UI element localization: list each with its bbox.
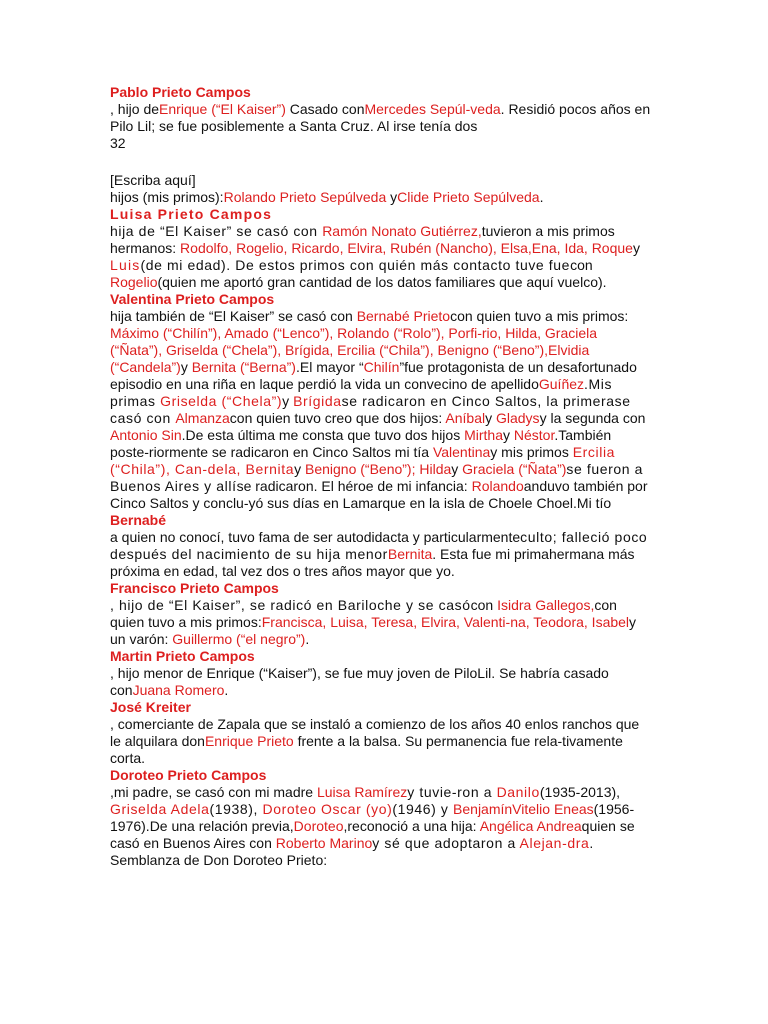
name-highlight: Enrique (“El Kaiser”) xyxy=(159,101,286,117)
blank-line xyxy=(110,152,652,172)
section-heading: Doroteo Prieto Campos xyxy=(110,767,267,783)
name-highlight: Angélica Andrea xyxy=(479,818,582,834)
text-run: se radicaron. El héroe de mi infancia: xyxy=(236,478,472,494)
text-run: y xyxy=(282,393,294,409)
text-run: tuvieron a mis primos hermanos: xyxy=(110,223,615,256)
text-run: con xyxy=(570,257,593,273)
text-run: con quien tuvo creo que dos hijos: xyxy=(229,410,446,426)
name-highlight: Enrique Prieto xyxy=(204,733,294,749)
name-highlight: Ramón Nonato Gutiérrez, xyxy=(322,223,482,239)
paragraph xyxy=(110,529,652,580)
text-run: y xyxy=(386,189,398,205)
text-run: y mis primos xyxy=(490,444,573,460)
text-run: hija de “El Kaiser” se casó con xyxy=(110,223,323,239)
paragraph xyxy=(110,172,652,189)
text-run: . xyxy=(539,189,544,205)
name-highlight: Ercilia (“Chila”), Can-dela, Bernita xyxy=(110,444,616,477)
text-run: .Mis primas xyxy=(110,376,613,409)
name-highlight: Rogelio xyxy=(110,274,158,290)
text-run: (quien me aportó gran cantidad de los datos familiares que aquí vuelco). xyxy=(157,274,607,290)
text-run: . xyxy=(589,835,594,851)
paragraph xyxy=(110,223,652,291)
text-run: Semblanza de Don Doroteo Prieto: xyxy=(110,852,328,868)
section-heading: Luisa Prieto Campos xyxy=(110,206,273,222)
text-run: con quien tuvo a mis primos: xyxy=(450,308,629,324)
paragraph xyxy=(110,716,652,767)
text-run: . Esta fue mi primahermana más próxima en edad, tal vez dos o tres años mayor que yo. xyxy=(110,546,635,579)
section-heading: Martin Prieto Campos xyxy=(110,648,255,664)
text-run: con xyxy=(470,597,498,613)
text-run: y tuvie-ron a xyxy=(407,784,497,800)
name-highlight: Bernita (“Berna”) xyxy=(191,359,296,375)
text-run: 32 xyxy=(110,135,126,151)
text-run: y xyxy=(485,410,496,426)
text-run: y xyxy=(294,461,305,477)
paragraph xyxy=(110,665,652,699)
name-highlight: Antonio Sin xyxy=(110,427,182,443)
name-highlight: Almanza xyxy=(175,410,230,426)
name-highlight: Néstor xyxy=(513,427,555,443)
text-run: y xyxy=(503,427,514,443)
name-highlight: Máximo (“Chilín”), Amado (“Lenco”), Rolando (“Rolo”), Porfi-rio, Hilda, Graciela (“Ñata”), Griselda (“Chela”), Brígida, Ercilia (“Chila”), Benigno (“Beno”),Elvidia (“Candela”) xyxy=(110,325,598,375)
paragraph xyxy=(110,597,652,648)
section-heading: Pablo Prieto Campos xyxy=(110,84,251,100)
text-run: y sé que adoptaron a xyxy=(372,835,520,851)
text-run: hija también de “El Kaiser” se casó con xyxy=(110,308,357,324)
document-section xyxy=(110,152,652,206)
text-run: (1938), xyxy=(209,801,263,817)
text-run: anduvo también por Cinco Saltos y conclu-yó sus días en Lamarque en la isla de Choele Choel.Mi tío xyxy=(110,478,648,511)
section-heading: Bernabé xyxy=(110,512,167,528)
name-highlight: Griselda (“Chela”) xyxy=(160,393,283,409)
name-highlight: Graciela (“Ñata”) xyxy=(462,461,567,477)
name-highlight: Rolando xyxy=(471,478,524,494)
text-run: . Residió pocos años en Pilo Lil; se fue posiblemente a Santa Cruz. Al irse tenía dos xyxy=(110,101,651,134)
document-page xyxy=(110,84,652,869)
text-run: culto; falleció poco después del nacimiento de su hija menor xyxy=(110,529,648,562)
name-highlight: Francisca, Luisa, Teresa, Elvira, Valenti-na, Teodora, Isabel xyxy=(261,614,630,630)
name-highlight: Gladys xyxy=(495,410,540,426)
name-highlight: Benigno (“Beno”); Hilda xyxy=(304,461,452,477)
name-highlight: Rolando Prieto Sepúlveda xyxy=(223,189,387,205)
paragraph xyxy=(110,784,652,852)
text-run: (de mi edad). De estos primos con quién más contacto tuve fue xyxy=(140,257,571,273)
document-section xyxy=(110,580,652,648)
name-highlight: Chilín xyxy=(363,359,400,375)
text-run: , hijo menor de Enrique (“Kaiser”), se fue muy joven de PiloLil. Se habría casado con xyxy=(110,665,609,698)
text-run: Casado con xyxy=(285,101,365,117)
name-highlight: Doroteo xyxy=(293,818,344,834)
document-section xyxy=(110,699,652,767)
text-run: .También poste-riormente se radicaron en Cinco Saltos mi tía xyxy=(110,427,612,460)
text-run: y xyxy=(180,359,192,375)
name-highlight: Griselda Adela xyxy=(110,801,210,817)
text-run: ,mi padre, se casó con mi madre xyxy=(110,784,317,800)
document-section xyxy=(110,291,652,512)
name-highlight: Valentina xyxy=(432,444,491,460)
name-highlight: Alejan-dra xyxy=(519,835,590,851)
section-heading: Valentina Prieto Campos xyxy=(110,291,275,307)
paragraph xyxy=(110,101,652,135)
paragraph xyxy=(110,135,652,152)
text-run: y un varón: xyxy=(110,614,637,647)
text-run: . xyxy=(305,631,310,647)
text-run: [Escriba aquí] xyxy=(110,172,196,188)
name-highlight: BenjamínVitelio Eneas xyxy=(453,801,594,817)
text-run: (1946) y xyxy=(392,801,454,817)
document-section xyxy=(110,512,652,580)
name-highlight: Guillermo (“el negro”) xyxy=(172,631,306,647)
text-run: se radicaron en Cinco Saltos, la primerase casó con xyxy=(110,393,631,426)
text-run: y xyxy=(632,240,640,256)
text-run: ”fue protagonista de un desafortunado episodio en una riña en laque perdió la vida un convecino de apellido xyxy=(110,359,637,392)
name-highlight: Bernabé Prieto xyxy=(356,308,451,324)
name-highlight: Doroteo Oscar (yo) xyxy=(262,801,393,817)
text-run: quien se casó en Buenos Aires con xyxy=(110,818,635,851)
text-run: ,reconoció a una hija: xyxy=(343,818,480,834)
paragraph xyxy=(110,308,652,512)
section-heading: Francisco Prieto Campos xyxy=(110,580,279,596)
paragraph xyxy=(110,852,652,869)
text-run: y la segunda con xyxy=(539,410,646,426)
document-section xyxy=(110,648,652,699)
name-highlight: Juana Romero xyxy=(132,682,225,698)
text-run: a quien no conocí, tuvo fama de ser autodidacta y particularmente xyxy=(110,529,521,545)
name-highlight: Aníbal xyxy=(445,410,486,426)
document-section xyxy=(110,767,652,869)
text-run: frente a la balsa. Su permanencia fue rela-tivamente corta. xyxy=(110,733,623,766)
name-highlight: Isidra Gallegos, xyxy=(497,597,595,613)
text-run: hijos (mis primos): xyxy=(110,189,224,205)
name-highlight: Luis xyxy=(110,257,141,273)
text-run: , comerciante de Zapala que se instaló a comienzo de los años 40 enlos ranchos que le alquilara don xyxy=(110,716,640,749)
name-highlight: Brígida xyxy=(293,393,342,409)
name-highlight: Guíñez xyxy=(538,376,585,392)
paragraph xyxy=(110,189,652,206)
text-run: (1956-1976).De una relación previa, xyxy=(110,801,635,834)
name-highlight: Roberto Marino xyxy=(275,835,373,851)
text-run: y xyxy=(451,461,463,477)
text-run: .De esta última me consta que tuvo dos hijos xyxy=(181,427,465,443)
name-highlight: Luisa Ramírez xyxy=(316,784,408,800)
name-highlight: Danilo xyxy=(496,784,540,800)
name-highlight: Mercedes Sepúl-veda xyxy=(364,101,501,117)
text-run: se fueron a Buenos Aires y allí xyxy=(110,461,644,494)
text-run: , hijo de “El Kaiser”, se radicó en Bariloche y se casó xyxy=(110,597,471,613)
name-highlight: Bernita xyxy=(387,546,433,562)
document-section xyxy=(110,84,652,152)
text-run: con quien tuvo a mis primos: xyxy=(110,597,617,630)
name-highlight: Clide Prieto Sepúlveda xyxy=(397,189,540,205)
text-run: . xyxy=(224,682,229,698)
document-section xyxy=(110,206,652,291)
name-highlight: Mirtha xyxy=(464,427,503,443)
text-run: (1935-2013), xyxy=(539,784,621,800)
name-highlight: Rodolfo, Rogelio, Ricardo, Elvira, Rubén (Nancho), Elsa,Ena, Ida, Roque xyxy=(180,240,633,256)
text-run: , hijo de xyxy=(110,101,160,117)
section-heading: José Kreiter xyxy=(110,699,191,715)
text-run: .El mayor “ xyxy=(295,359,364,375)
